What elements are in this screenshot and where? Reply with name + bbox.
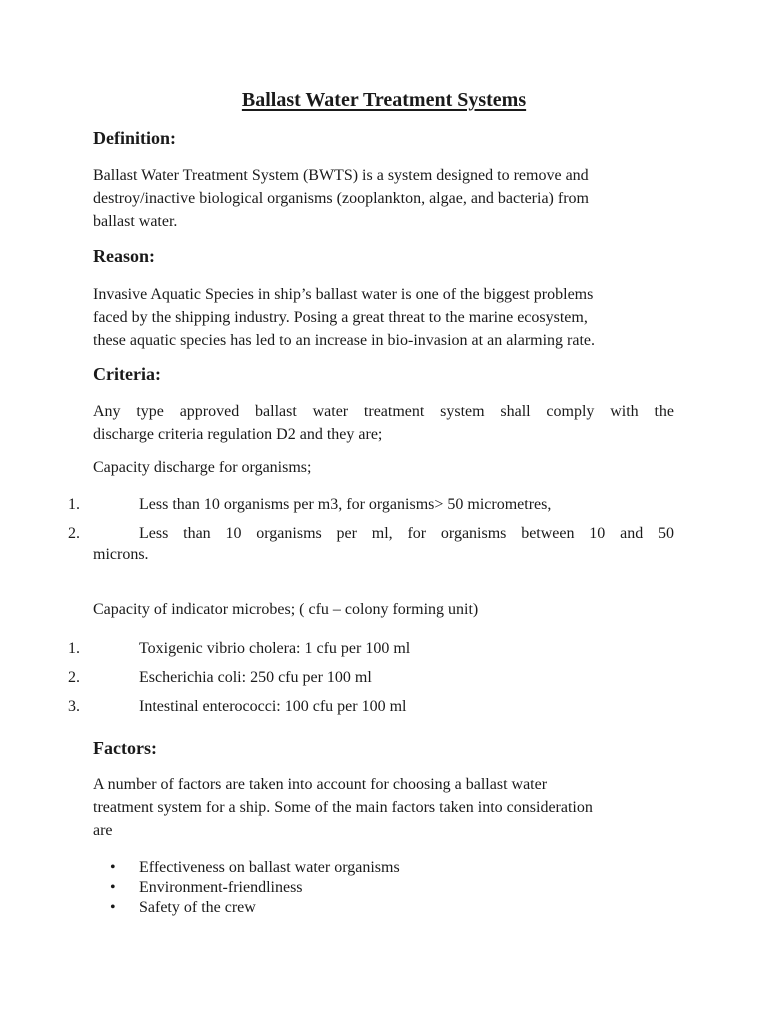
reason-line: Invasive Aquatic Species in ship’s ballast water is one of the biggest problems — [93, 286, 594, 303]
factor-bullet-item: Effectiveness on ballast water organisms — [139, 859, 400, 876]
bullet-icon: • — [110, 879, 116, 896]
bullet-icon: • — [110, 859, 116, 876]
organism-item-continuation: microns. — [93, 546, 149, 563]
bullet-icon: • — [110, 899, 116, 916]
definition-heading: Definition: — [93, 128, 176, 148]
reason-line: faced by the shipping industry. Posing a great threat to the marine ecosystem, — [93, 309, 588, 326]
criteria-line: Any type approved ballast water treatment system shall comply with the — [93, 403, 674, 420]
reason-paragraph — [93, 283, 693, 352]
definition-line: ballast water. — [93, 213, 178, 230]
criteria-heading: Criteria: — [93, 364, 161, 384]
organism-item-number: 1. — [68, 496, 80, 513]
organisms-intro: Capacity discharge for organisms; — [93, 459, 312, 476]
definition-line: destroy/inactive biological organisms (zooplankton, algae, and bacteria) from — [93, 190, 589, 207]
microbe-item-number: 1. — [68, 640, 80, 657]
factors-paragraph — [93, 773, 693, 842]
microbe-item-number: 3. — [68, 698, 80, 715]
organism-item-text: Less than 10 organisms per m3, for organisms> 50 micrometres, — [139, 496, 552, 513]
microbe-item-text: Intestinal enterococci: 100 cfu per 100 ml — [139, 698, 407, 715]
factors-line: A number of factors are taken into account for choosing a ballast water — [93, 776, 548, 793]
factors-line: are — [93, 822, 113, 839]
factors-heading: Factors: — [93, 738, 157, 758]
definition-paragraph — [93, 164, 693, 233]
criteria-line: discharge criteria regulation D2 and they are; — [93, 426, 383, 443]
reason-heading: Reason: — [93, 246, 155, 266]
organism-item-text: Less than 10 organisms per ml, for organisms between 10 and 50 — [139, 525, 674, 542]
criteria-paragraph — [93, 400, 674, 446]
definition-line: Ballast Water Treatment System (BWTS) is a system designed to remove and — [93, 167, 589, 184]
microbe-item-text: Toxigenic vibrio cholera: 1 cfu per 100 ml — [139, 640, 411, 657]
factor-bullet-item: Environment-friendliness — [139, 879, 303, 896]
organism-item-number: 2. — [68, 525, 80, 542]
microbe-item-number: 2. — [68, 669, 80, 686]
document-title: Ballast Water Treatment Systems — [241, 89, 527, 111]
factors-line: treatment system for a ship. Some of the main factors taken into consideration — [93, 799, 593, 816]
microbes-intro: Capacity of indicator microbes; ( cfu – colony forming unit) — [93, 601, 479, 618]
reason-line: these aquatic species has led to an increase in bio-invasion at an alarming rate. — [93, 332, 596, 349]
microbe-item-text: Escherichia coli: 250 cfu per 100 ml — [139, 669, 372, 686]
factor-bullet-item: Safety of the crew — [139, 899, 256, 916]
